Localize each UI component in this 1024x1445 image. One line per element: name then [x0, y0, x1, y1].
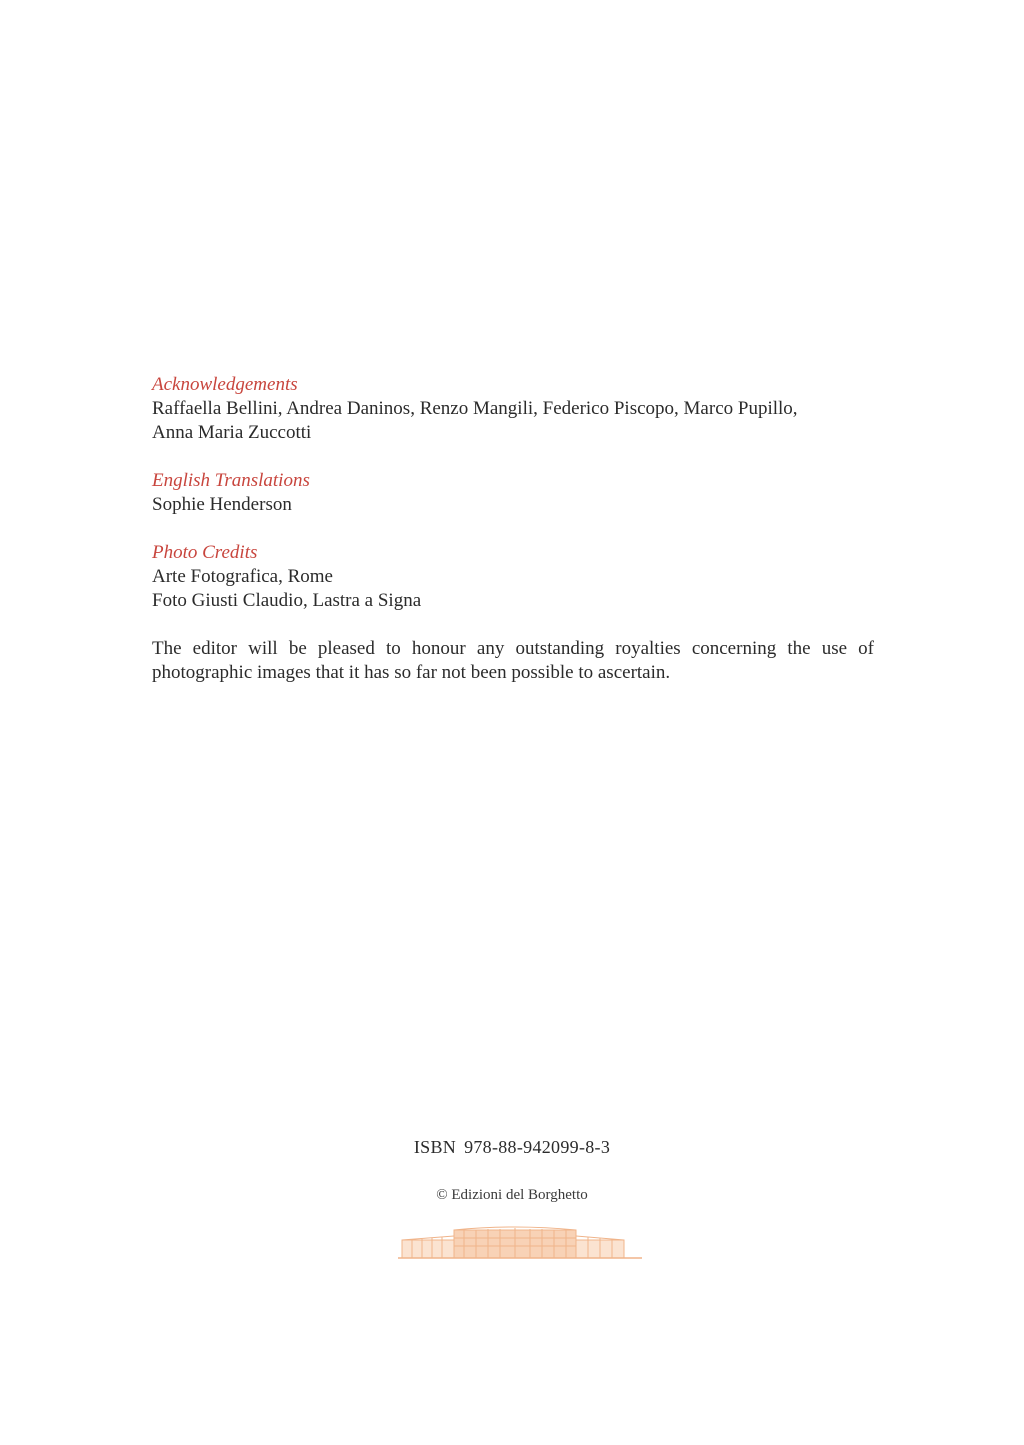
- copyright-notice: © Edizioni del Borghetto: [436, 1187, 588, 1203]
- translator-name: Sophie Henderson: [152, 494, 292, 515]
- royalties-notice: The editor will be pleased to honour any outstanding royalties concerning the use of photographic images that it has so far not been possible to ascertain.: [152, 638, 874, 683]
- photo-credits-section: [152, 541, 874, 613]
- isbn-number: 978-88-942099-8-3: [464, 1137, 611, 1157]
- translations-heading: English Translations: [152, 470, 310, 491]
- acknowledgements-section: [152, 373, 874, 445]
- acknowledgements-line: Anna Maria Zuccotti: [152, 422, 312, 443]
- credits-block: [152, 373, 874, 685]
- acknowledgements-line: Raffaella Bellini, Andrea Daninos, Renzo Mangili, Federico Piscopo, Marco Pupillo,: [152, 398, 798, 419]
- isbn-label: ISBN: [413, 1137, 457, 1157]
- building-facade-icon: [398, 1226, 642, 1260]
- isbn: [0, 1137, 1024, 1158]
- photo-credit-line: Foto Giusti Claudio, Lastra a Signa: [152, 590, 422, 611]
- photo-credits-heading: Photo Credits: [152, 542, 258, 563]
- photo-credit-line: Arte Fotografica, Rome: [152, 566, 333, 587]
- acknowledgements-heading: Acknowledgements: [152, 374, 298, 395]
- translations-section: [152, 469, 874, 517]
